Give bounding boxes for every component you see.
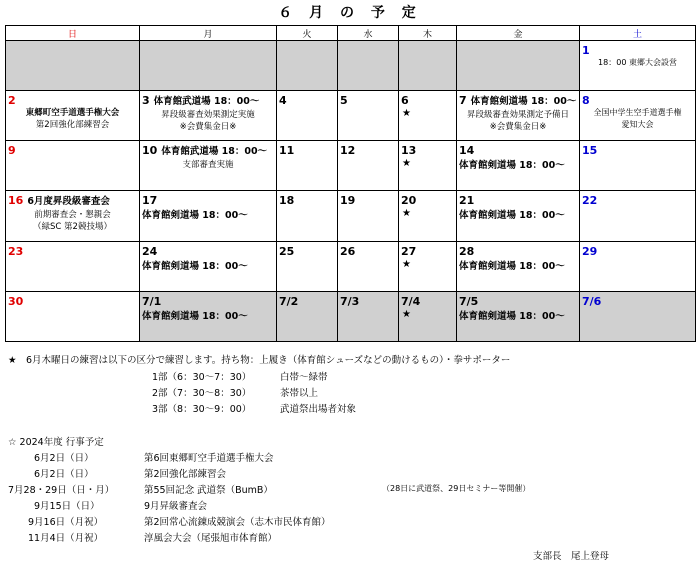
day-number: 16	[8, 194, 24, 208]
day-number: 12	[340, 144, 356, 158]
calendar-day-cell	[399, 191, 457, 241]
event-text: 愛知大会	[621, 120, 654, 130]
weekday-thu: 木	[399, 26, 457, 41]
calendar-day-cell	[6, 191, 140, 241]
calendar-day-cell	[338, 141, 399, 191]
practice-star-icon: ★	[402, 108, 411, 120]
calendar-day-cell	[338, 91, 399, 141]
day-number: 21	[459, 194, 475, 208]
practice-star-icon: ★	[402, 158, 411, 170]
day-number: 20	[401, 194, 417, 208]
schedule-date: 9月16日（月祝）	[28, 517, 104, 528]
calendar-day-cell	[140, 41, 277, 91]
calendar-day-cell	[277, 91, 338, 141]
day-number: 26	[340, 244, 356, 258]
day-number: 7/3	[340, 294, 360, 308]
schedule-date: 6月2日（日）	[34, 469, 94, 480]
weekday-header-row	[6, 26, 696, 41]
venue-time: 体育館剣道場 18：00～	[142, 260, 248, 272]
schedule-event: 第2回強化部練習会	[144, 469, 227, 480]
event-text: 18：00 東郷大会設営	[598, 58, 677, 67]
calendar-week-row	[6, 241, 696, 291]
schedule-event: 第2回常心流錬成競演会（志木市民体育館）	[144, 517, 331, 528]
calendar-table	[5, 25, 696, 342]
day-number: 6	[401, 94, 409, 108]
day-number: 7/2	[279, 294, 299, 308]
calendar-day-cell	[140, 291, 277, 341]
schedule-extra: （28日に武道祭、29日セミナー等開催）	[382, 484, 531, 493]
calendar-day-cell	[580, 91, 696, 141]
venue-time: 体育館武道場 18：00～	[161, 146, 268, 158]
venue-time: 体育館武道場 18：00～	[153, 96, 260, 108]
schedule-date: 9月15日（日）	[34, 501, 100, 512]
day-number: 2	[8, 94, 16, 108]
venue-time: 体育館剣道場 18：00～	[459, 210, 565, 222]
day-number: 19	[340, 194, 356, 208]
calendar-week-row	[6, 191, 696, 241]
calendar-day-cell	[457, 41, 580, 91]
schedule-event: 第6回東郷町空手道選手権大会	[144, 453, 274, 464]
day-number: 9	[8, 144, 16, 158]
day-number: 7/5	[459, 294, 479, 308]
calendar-day-cell	[338, 241, 399, 291]
venue-time: 体育館剣道場 18：00～	[459, 260, 565, 272]
session-part: 3部（8：30～9：00）	[152, 404, 252, 415]
calendar-week-row	[6, 291, 696, 341]
venue-time: 体育館剣道場 18：00～	[470, 96, 577, 108]
day-number: 24	[142, 244, 158, 258]
schedule-event: 淳風会大会（尾張旭市体育館）	[144, 533, 278, 544]
day-number: 1	[582, 44, 590, 57]
day-number: 5	[340, 94, 348, 108]
day-number: 25	[279, 244, 295, 258]
schedule-date: 6月2日（日）	[34, 453, 94, 464]
venue-time: 体育館剣道場 18：00～	[142, 310, 248, 322]
calendar-day-cell	[277, 141, 338, 191]
day-number: 14	[459, 144, 475, 158]
calendar-day-cell	[399, 91, 457, 141]
calendar-day-cell	[338, 291, 399, 341]
calendar-day-cell	[580, 291, 696, 341]
calendar-day-cell	[6, 91, 140, 141]
event-text: （緑SC 第2競技場）	[33, 222, 112, 233]
event-text: 全国中学生空手道選手権	[593, 108, 682, 118]
weekday-sun: 日	[6, 26, 140, 41]
day-number: 3	[142, 94, 150, 108]
event-text: 昇段級審査効果測定実施	[161, 110, 255, 121]
session-target: 武道祭出場者対象	[280, 404, 357, 415]
calendar-day-cell	[399, 241, 457, 291]
session-target: 茶帯以上	[280, 388, 319, 399]
practice-note: ★ 6月木曜日の練習は以下の区分で練習します。持ち物：上履き（体育館シューズなどの動けるもの）・拳サポーター	[8, 355, 511, 366]
day-number: 18	[279, 194, 295, 208]
calendar-day-cell	[580, 191, 696, 241]
calendar-day-cell	[140, 141, 277, 191]
day-number: 13	[401, 144, 417, 158]
weekday-fri: 金	[457, 26, 580, 41]
session-target: 白帯～緑帯	[280, 372, 328, 383]
weekday-sat: 土	[580, 26, 696, 41]
calendar-week-row	[6, 41, 696, 91]
day-number: 28	[459, 244, 475, 258]
event-text: ※会費集金日※	[489, 122, 547, 133]
signature: 支部長 尾上登母	[533, 551, 610, 562]
calendar-day-cell	[457, 191, 580, 241]
weekday-tue: 火	[277, 26, 338, 41]
day-number: 7	[459, 94, 467, 108]
schedule-header: ☆ 2024年度 行事予定	[8, 437, 104, 448]
calendar-day-cell	[580, 241, 696, 291]
page-title: ６ 月 の 予 定	[278, 5, 422, 21]
calendar-day-cell	[399, 291, 457, 341]
calendar-day-cell	[457, 141, 580, 191]
calendar-day-cell	[457, 91, 580, 141]
calendar-day-cell	[6, 141, 140, 191]
calendar-day-cell	[140, 91, 277, 141]
venue-time: 体育館剣道場 18：00～	[459, 310, 565, 322]
calendar-day-cell	[399, 41, 457, 91]
event-text: 東郷町空手道選手権大会	[25, 108, 120, 119]
schedule-event: 第55回記念 武道祭（BumB）	[144, 485, 273, 496]
calendar-day-cell	[140, 241, 277, 291]
venue-time: 体育館剣道場 18：00～	[142, 210, 248, 222]
calendar-day-cell	[457, 291, 580, 341]
schedule-date: 11月4日（月祝）	[28, 533, 104, 544]
day-number: 8	[582, 94, 590, 108]
calendar-day-cell	[277, 41, 338, 91]
calendar-day-cell	[580, 41, 696, 91]
day-number: 11	[279, 144, 295, 158]
day-number: 27	[401, 244, 417, 258]
calendar-day-cell	[277, 191, 338, 241]
calendar-day-cell	[140, 191, 277, 241]
session-part: 1部（6：30～7：30）	[152, 372, 252, 383]
venue-time: 体育館剣道場 18：00～	[459, 160, 565, 172]
event-text: 第2回強化部練習会	[35, 120, 110, 131]
event-text: 支部審査実施	[182, 160, 234, 171]
calendar-day-cell	[399, 141, 457, 191]
day-number: 23	[8, 244, 24, 258]
calendar-day-cell	[277, 241, 338, 291]
day-number: 29	[582, 244, 598, 258]
day-number: 17	[142, 194, 158, 208]
weekday-wed: 水	[338, 26, 399, 41]
day-number: 7/6	[582, 294, 602, 308]
event-text: 前期審査会・懇親会	[34, 210, 111, 221]
schedule-event: 9月昇級審査会	[144, 501, 208, 512]
day-number: 7/1	[142, 294, 162, 308]
day-number: 22	[582, 194, 598, 208]
event-text: ※会費集金日※	[179, 122, 237, 133]
day-number: 10	[142, 144, 158, 158]
day-number: 7/4	[401, 294, 421, 308]
calendar-day-cell	[457, 241, 580, 291]
event-text: 昇段級審査効果測定予備日	[466, 110, 569, 121]
weekday-mon: 月	[140, 26, 277, 41]
venue-time: 6月度昇段級審査会	[27, 196, 110, 208]
calendar-day-cell	[338, 191, 399, 241]
calendar-day-cell	[277, 291, 338, 341]
practice-star-icon: ★	[402, 258, 411, 270]
calendar-day-cell	[6, 41, 140, 91]
session-part: 2部（7：30～8：30）	[152, 388, 252, 399]
calendar-day-cell	[6, 241, 140, 291]
practice-star-icon: ★	[402, 208, 411, 220]
schedule-date: 7月28・29日（日・月）	[8, 485, 115, 496]
calendar-day-cell	[338, 41, 399, 91]
practice-star-icon: ★	[402, 308, 411, 320]
day-number: 30	[8, 294, 24, 308]
calendar-week-row	[6, 91, 696, 141]
calendar-week-row	[6, 141, 696, 191]
day-number: 4	[279, 94, 287, 108]
calendar-day-cell	[580, 141, 696, 191]
day-number: 15	[582, 144, 598, 158]
calendar-day-cell	[6, 291, 140, 341]
